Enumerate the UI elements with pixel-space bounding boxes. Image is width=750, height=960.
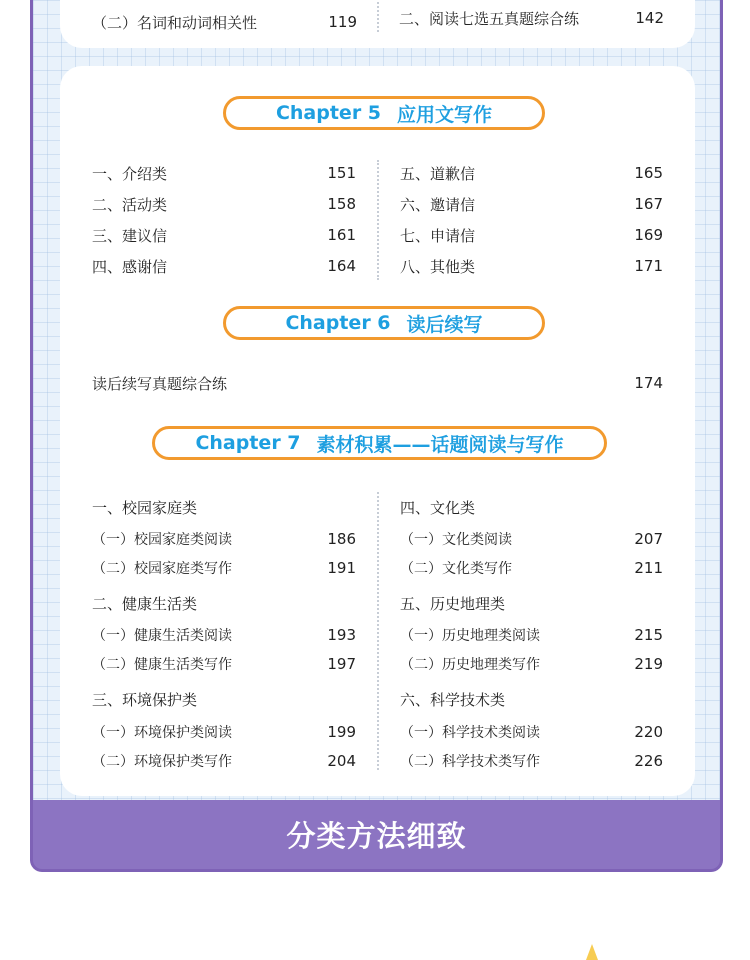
- toc-item: [92, 750, 356, 772]
- toc-item: [92, 721, 356, 743]
- toc-item-label: （二）健康生活类写作: [92, 657, 232, 673]
- toc-item: [400, 193, 663, 215]
- toc-item-page: 197: [327, 655, 356, 673]
- toc-card-main: [60, 66, 695, 796]
- section-heading: 二、健康生活类: [92, 595, 198, 613]
- toc-item: [92, 624, 356, 646]
- section-heading: 五、历史地理类: [400, 595, 506, 613]
- toc-item-label: 六、邀请信: [400, 195, 476, 214]
- toc-item-page: 199: [327, 723, 356, 741]
- toc-item: [400, 557, 663, 579]
- toc-item-label: （二）名词和动词相关性: [92, 13, 258, 32]
- chapter-label: Chapter 6: [285, 312, 391, 334]
- toc-item-label: 三、建议信: [92, 226, 168, 245]
- toc-item-page: 171: [634, 257, 663, 275]
- toc-item: [92, 528, 356, 550]
- footer-title: 分类方法细致: [286, 819, 467, 853]
- decorative-shape: [586, 944, 598, 960]
- toc-item-label: （一）历史地理类阅读: [400, 628, 540, 644]
- chapter-5-banner: [223, 96, 545, 130]
- toc-item-label: （二）科学技术类写作: [400, 754, 540, 770]
- toc-item: [400, 224, 663, 246]
- toc-item: [400, 255, 663, 277]
- toc-item: [400, 653, 663, 675]
- toc-item-label: 五、道歉信: [400, 164, 476, 183]
- section-heading: 六、科学技术类: [400, 691, 506, 709]
- toc-item-page: 193: [327, 626, 356, 644]
- toc-item-page: 142: [635, 9, 664, 27]
- toc-item-page: 220: [634, 723, 663, 741]
- chapter-title: 素材积累——话题阅读与写作: [316, 433, 564, 456]
- toc-item-page: 164: [327, 257, 356, 275]
- toc-item-page: 226: [634, 752, 663, 770]
- toc-item-label: （二）历史地理类写作: [400, 657, 540, 673]
- section-heading: 四、文化类: [400, 499, 476, 517]
- toc-item-label: （一）环境保护类阅读: [92, 725, 232, 741]
- toc-item-label: 读后续写真题综合练: [92, 374, 228, 393]
- chapter-title: 应用文写作: [397, 103, 493, 126]
- chapter-title: 读后续写: [406, 313, 483, 336]
- toc-item-page: 167: [634, 195, 663, 213]
- toc-item: [92, 193, 356, 215]
- toc-item-page: 169: [634, 226, 663, 244]
- toc-item-page: 215: [634, 626, 663, 644]
- toc-item-page: 191: [327, 559, 356, 577]
- chapter-label: Chapter 7: [195, 432, 301, 454]
- section-heading: 三、环境保护类: [92, 691, 198, 709]
- toc-item-label: （一）校园家庭类阅读: [92, 532, 232, 548]
- chapter-6-banner: [223, 306, 545, 340]
- toc-item: [92, 372, 663, 394]
- toc-item-page: 174: [634, 374, 663, 392]
- toc-item-page: 161: [327, 226, 356, 244]
- toc-item-page: 211: [634, 559, 663, 577]
- toc-item-label: （一）科学技术类阅读: [400, 725, 540, 741]
- column-divider: [377, 492, 379, 770]
- toc-item: [400, 750, 663, 772]
- toc-item: [92, 224, 356, 246]
- toc-item: [400, 528, 663, 550]
- toc-item: [92, 255, 356, 277]
- toc-item: [92, 11, 357, 33]
- toc-item-page: 158: [327, 195, 356, 213]
- toc-item-label: （二）文化类写作: [400, 561, 512, 577]
- chapter-7-banner: [152, 426, 607, 460]
- column-divider: [377, 0, 379, 32]
- toc-item: [400, 162, 663, 184]
- toc-item: [399, 7, 664, 29]
- toc-item-page: 204: [327, 752, 356, 770]
- toc-item: [400, 624, 663, 646]
- toc-item-label: （二）环境保护类写作: [92, 754, 232, 770]
- toc-item-label: 八、其他类: [400, 257, 476, 276]
- section-heading: 一、校园家庭类: [92, 499, 198, 517]
- toc-item-label: 二、活动类: [92, 195, 168, 214]
- toc-item-page: 219: [634, 655, 663, 673]
- toc-item-page: 151: [327, 164, 356, 182]
- column-divider: [377, 160, 379, 280]
- chapter-label: Chapter 5: [275, 102, 382, 124]
- toc-card-top: [60, 0, 695, 48]
- toc-item-page: 186: [327, 530, 356, 548]
- toc-item-label: （一）健康生活类阅读: [92, 628, 232, 644]
- toc-item-label: （一）文化类阅读: [400, 532, 512, 548]
- toc-item: [92, 162, 356, 184]
- toc-item: [92, 557, 356, 579]
- toc-item-label: 四、感谢信: [92, 257, 168, 276]
- toc-item-label: 七、申请信: [400, 226, 476, 245]
- toc-item-page: 119: [328, 13, 357, 31]
- toc-item-label: 二、阅读七选五真题综合练: [399, 9, 580, 28]
- toc-item-page: 165: [634, 164, 663, 182]
- toc-item-label: （二）校园家庭类写作: [92, 561, 232, 577]
- footer-banner: [30, 800, 723, 872]
- toc-item: [92, 653, 356, 675]
- toc-item-page: 207: [634, 530, 663, 548]
- toc-item-label: 一、介绍类: [92, 164, 168, 183]
- toc-item: [400, 721, 663, 743]
